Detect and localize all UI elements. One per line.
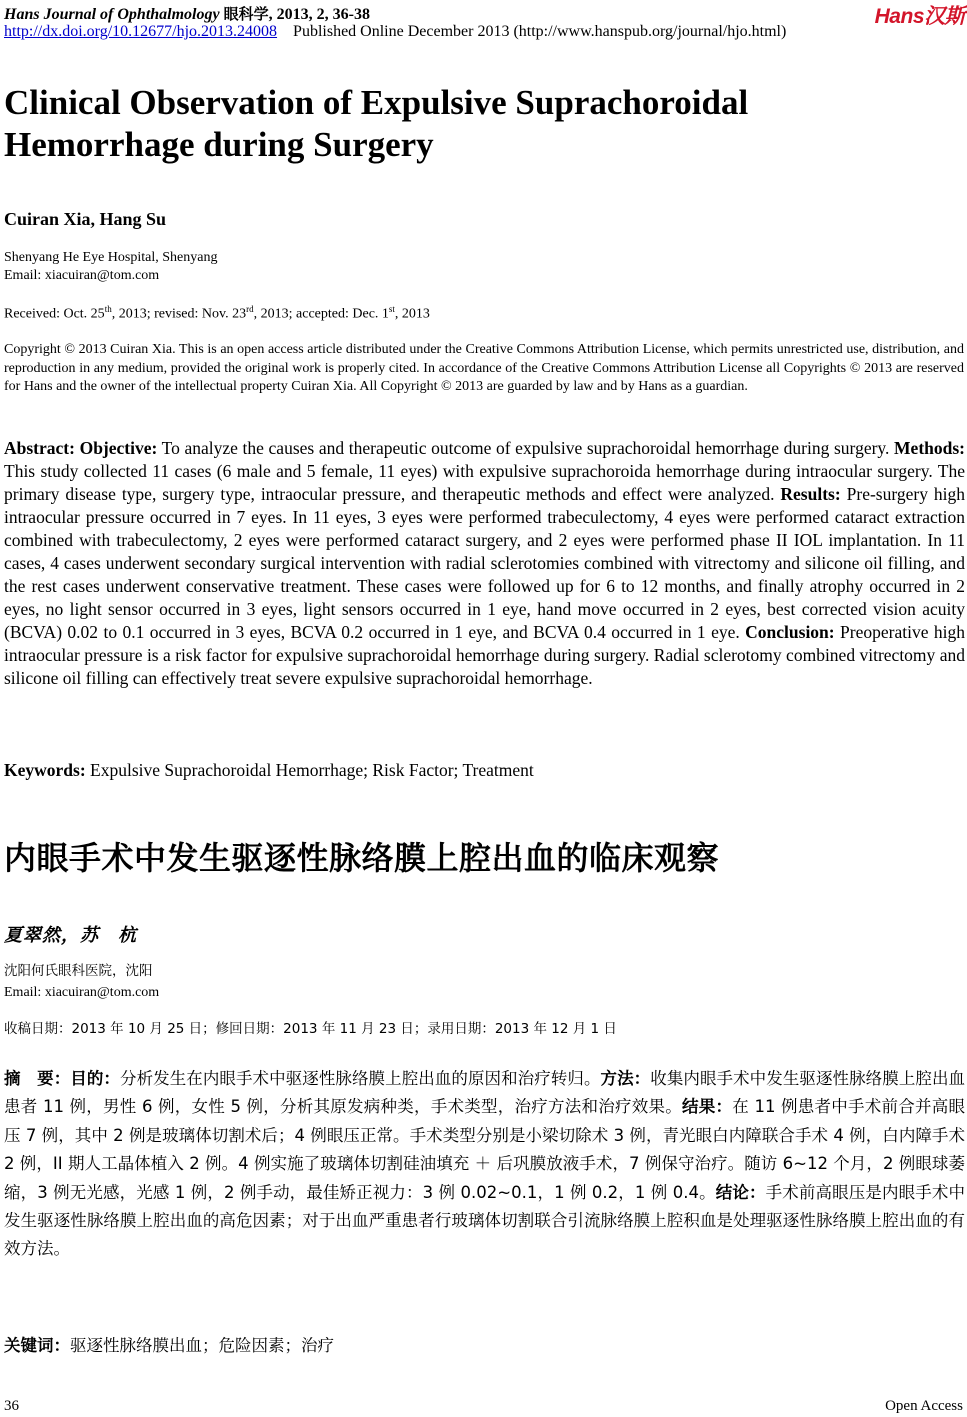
published-note: Published Online December 2013 (http://www.hanspub.org/journal/hjo.html) xyxy=(293,23,787,40)
abstract xyxy=(4,437,965,690)
affiliation: Shenyang He Eye Hospital, Shenyang xyxy=(4,250,218,265)
title-line-2: Hemorrhage during Surgery xyxy=(4,125,434,164)
objective-label-cn: 目的： xyxy=(70,1069,120,1088)
keywords-text-cn: 驱逐性脉络膜出血；危险因素；治疗 xyxy=(70,1336,334,1355)
paper-title-cn: 内眼手术中发生驱逐性脉络膜上腔出血的临床观察 xyxy=(4,839,720,877)
conclusion-label-cn: 结论： xyxy=(715,1182,766,1202)
conclusion-text: Preoperative high intraocular pressure is a risk factor for expulsive suprachoroidal hemorrhage during surgery. Radial sclerotomy combined vitrectomy and silicone oil filling can effectively treat severe expulsive suprachoroidal hemorrhage. xyxy=(4,622,965,688)
keywords-text: Expulsive Suprachoroidal Hemorrhage; Risk Factor; Treatment xyxy=(85,760,534,780)
affiliation-cn: 沈阳何氏眼科医院，沈阳 xyxy=(4,963,153,979)
hans-logo: Hans汉斯 xyxy=(874,5,965,28)
copyright-notice: Copyright © 2013 Cuiran Xia. This is an open access article distributed under the Creative Commons Attribution License, which permits unrestricted use, distribution, and reproduction in any medium, provided the original work is properly cited. In accordance of the Creative Commons Attribution License all Copyrights © 2013 are reserved for Hans and the owner of the intellectual property Cuiran Xia. All Copyright © 2013 are guarded by law and by Hans as a guardian. xyxy=(4,342,964,394)
authors: Cuiran Xia, Hang Su xyxy=(4,209,167,229)
conclusion-text-cn: 手术前高眼压是内眼手术中发生驱逐性脉络膜上腔出血的高危因素；对于出血严重患者行玻璃体切割联合引流脉络膜上腔积血是处理驱逐性脉络膜上腔出血的有效方法。 xyxy=(4,1182,965,1259)
paper-title xyxy=(4,82,964,166)
page-number: 36 xyxy=(4,1398,19,1414)
methods-label-cn: 方法： xyxy=(600,1069,651,1088)
abstract-cn xyxy=(4,1065,965,1264)
dates-cn: 收稿日期：2013 年 10 月 25 日；修回日期：2013 年 11 月 23 日；录用日期：2013 年 12 月 1 日 xyxy=(4,1021,617,1037)
keywords-cn xyxy=(4,1332,334,1356)
conclusion-label: Conclusion: xyxy=(745,622,835,642)
results-label: Results: xyxy=(780,484,841,504)
authors-cn: 夏翠然，苏 杭 xyxy=(4,925,137,946)
open-access-label: Open Access xyxy=(885,1398,963,1414)
objective-text-cn: 分析发生在内眼手术中驱逐性脉络膜上腔出血的原因和治疗转归。 xyxy=(120,1069,601,1088)
title-line-1: Clinical Observation of Expulsive Suprachoroidal xyxy=(4,83,749,122)
keywords xyxy=(4,760,534,781)
objective-text: To analyze the causes and therapeutic outcome of expulsive suprachoroidal hemorrhage during surgery. xyxy=(157,438,895,458)
methods-text-cn: 收集内眼手术中发生驱逐性脉络膜上腔出血患者 11 例，男性 6 例，女性 5 例，分析其原发病种类，手术类型，治疗方法和治疗效果。 xyxy=(4,1069,966,1117)
email: Email: xiacuiran@tom.com xyxy=(4,268,160,283)
results-label-cn: 结果： xyxy=(681,1097,733,1117)
results-text-cn: 在 11 例患者中手术前合并高眼压 7 例，其中 2 例是玻璃体切割术后；4 例眼压正常。手术类型分别是小梁切除术 3 例，青光眼白内障联合手术 4 例，白内障手术 2 例，II 期人工晶体植入 2 例。4 例实施了玻璃体切割硅油填充 ＋ 后巩膜放液手术，7 例保守治疗。随访 6~12 个月，2 例眼球萎缩，3 例无光感，光感 1 例，2 例手动，最佳矫正视力：3 例 0.02~0.1，1 例 0.2，1 例 0.4。 xyxy=(4,1097,965,1202)
dates: Received: Oct. 25th, 2013; revised: Nov. 23rd, 2013; accepted: Dec. 1st, 2013 xyxy=(4,304,430,322)
keywords-label-cn: 关键词： xyxy=(4,1336,70,1355)
citation: , 2013, 2, 36-38 xyxy=(268,6,370,23)
affiliation-block-cn xyxy=(4,961,159,1003)
journal-name: Hans Journal of Ophthalmology xyxy=(4,6,220,23)
methods-label: Methods: xyxy=(894,438,965,458)
affiliation-block xyxy=(4,249,217,285)
abstract-label-cn: 摘 要： xyxy=(4,1069,71,1088)
email-cn: Email: xiacuiran@tom.com xyxy=(4,985,160,1000)
journal-name-cn: 眼科学 xyxy=(223,5,269,23)
doi-link[interactable]: http://dx.doi.org/10.12677/hjo.2013.24008 xyxy=(4,23,278,40)
doi-line xyxy=(4,23,786,41)
results-text: Pre-surgery high intraocular pressure occurred in 7 eyes. In 11 eyes, 3 eyes were performed trabeculectomy, 4 eyes were performed cataract extraction combined with trabeculectomy, 2 eyes were performed cataract surgery, and 2 eyes were performed phase II IOL implantation. In 11 cases, 4 cases underwent secondary surgical intervention with radial sclerotomies combined with vitrectomy and silicone oil filling, and the rest cases underwent conservative treatment. These cases were followed up for 6 to 12 months, and finally atrophy occurred in 2 eyes, no light sensor occurred in 3 eyes, light sensors occurred in 1 eye, hand move occurred in 2 eyes, best corrected vision acuity (BCVA) 0.02 to 0.1 occurred in 3 eyes, BCVA 0.2 occurred in 1 eye, and BCVA 0.4 occurred in 1 eye. xyxy=(4,484,966,642)
keywords-label: Keywords: xyxy=(4,760,86,780)
journal-header xyxy=(4,3,370,24)
methods-text: This study collected 11 cases (6 male and 5 female, 11 eyes) with expulsive suprachoroida hemorrhage during intraocular surgery. The primary disease type, surgery type, intraocular pressure, and therapeutic methods and effect were analyzed. xyxy=(4,461,965,504)
objective-label: Objective: xyxy=(79,438,158,458)
abstract-label: Abstract: xyxy=(4,438,75,458)
